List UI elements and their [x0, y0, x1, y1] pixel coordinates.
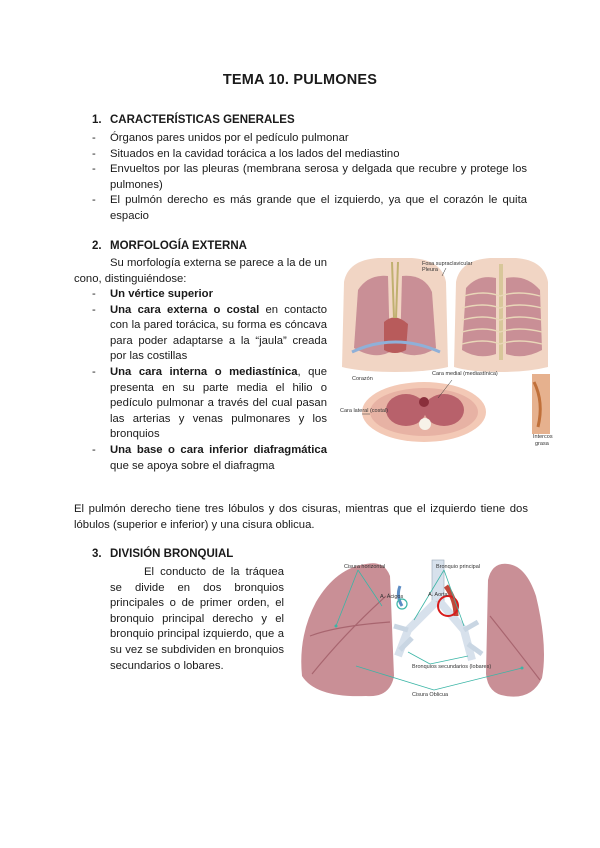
bronchial-figure — [296, 556, 548, 708]
item-rest: que se apoya sobre el diafragma — [110, 459, 275, 472]
section-2-title: MORFOLOGÍA EXTERNA — [110, 240, 247, 252]
label-a-aorta: A. Aorta — [428, 592, 448, 598]
list-item: - El pulmón derecho es más grande que el izquierdo, ya que el corazón le quita espacio — [90, 193, 527, 224]
list-item — [90, 287, 327, 303]
section-2-intro: Su morfología externa se parece a la de un cono, distinguiéndose: — [74, 257, 327, 285]
label-corazon: Corazón — [352, 376, 373, 382]
item-rest: en contacto con la pared torácica, su forma es cóncava para poder adaptarse a la “jaula” creada por las costillas — [110, 303, 327, 363]
item-bold: Una cara interna o mediastínica — [110, 365, 298, 378]
list-item: - Órganos pares unidos por el pedículo pulmonar — [90, 131, 527, 147]
label-a-acigos: A. Ácigos — [380, 594, 404, 600]
section-3-title: DIVISIÓN BRONQUIAL — [110, 548, 234, 560]
label-bronquios-secundarios: Bronquios secundarios (lobares) — [412, 664, 492, 670]
list-item: - Situados en la cavidad torácica a los lados del mediastino — [90, 147, 527, 163]
item-rest: , que presenta en su parte media el hilio o pedículo pulmonar a través del cual pasan las arterias y venas pulmonares y los bronquios — [110, 365, 327, 441]
label-cisura-oblicua: Cisura Oblicua — [412, 692, 449, 698]
label-cara-lateral: Cara lateral (costal) — [340, 408, 388, 414]
heart-shape — [384, 317, 408, 353]
section-3-number: 3. — [92, 548, 102, 560]
list-item — [90, 303, 327, 365]
list-item: - Envueltos por las pleuras (membrana serosa y delgada que recubre y protege los pulmones) — [90, 162, 527, 193]
label-cara-medial: Cara medial (mediastínica) — [432, 371, 498, 377]
label-bronquio-principal: Bronquio principal — [436, 564, 481, 570]
section-3-heading — [92, 548, 233, 560]
section-3-text: El conducto de la tráquea se divide en dos bronquios principales o de primer orden, el bronquio principal derecho y el bronquio principal izquierdo, que a su vez se subdividen en bronquios secundarios o lobares. — [110, 566, 284, 672]
thorax-illustration — [338, 252, 553, 448]
section-1-number: 1. — [92, 114, 102, 126]
list-item — [90, 365, 327, 443]
item-bold: Una base o cara inferior diafragmática — [110, 443, 327, 456]
lobulos-paragraph: El pulmón derecho tiene tres lóbulos y dos cisuras, mientras que el izquierdo tiene dos lóbulos (superior e inferior) y una cisura oblicua. — [74, 503, 528, 531]
item-bold: Una cara externa o costal — [110, 303, 260, 316]
bronchial-illustration — [296, 556, 548, 708]
section-1-list — [90, 131, 527, 225]
label-cisura-horizontal: Cisura horizontal — [344, 564, 386, 570]
label-grasa: grasa — [535, 441, 549, 447]
label-fosa: Fosa supraclavicular — [422, 261, 473, 267]
section-2-number: 2. — [92, 240, 102, 252]
label-intercos: Intercos — [533, 434, 553, 440]
label-pleura: Pleura — [422, 267, 438, 273]
item-bold: Un vértice superior — [110, 288, 213, 300]
thorax-figure — [338, 252, 553, 448]
section-2-heading — [92, 240, 247, 252]
section-1-heading — [92, 114, 295, 126]
page-title: TEMA 10. PULMONES — [222, 72, 378, 88]
section-1-title: CARACTERÍSTICAS GENERALES — [110, 114, 295, 126]
list-item — [90, 443, 327, 474]
section-2-list — [90, 287, 327, 474]
